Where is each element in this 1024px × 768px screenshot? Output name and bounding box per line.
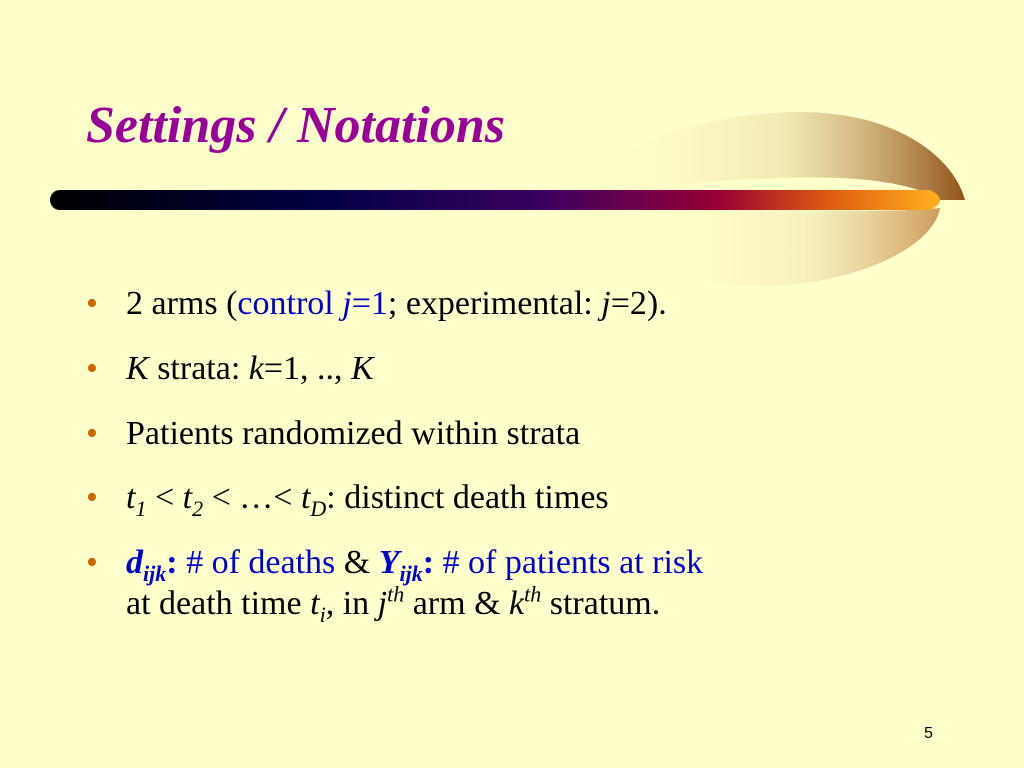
text: # of patients at risk: [434, 544, 704, 582]
var-j: j: [342, 285, 352, 322]
var-t: t: [300, 479, 311, 517]
text: : distinct death times: [326, 479, 609, 517]
bullet-item-death-times: [86, 478, 946, 522]
text: < …<: [203, 479, 301, 517]
text: =1: [351, 285, 388, 322]
bullet-item-deaths-at-risk: [86, 543, 946, 625]
bullet-dot-icon: •: [86, 479, 98, 517]
superscript: th: [524, 581, 542, 607]
bullet-dot-icon: •: [86, 544, 98, 582]
text: &: [343, 544, 379, 582]
var-K: K: [351, 349, 374, 387]
var-j: j: [601, 285, 611, 322]
slide-title: Settings / Notations: [86, 97, 505, 154]
subscript: 1: [135, 496, 147, 522]
var-k: k: [248, 349, 264, 387]
text: arm &: [404, 584, 510, 622]
var-Y: Y: [378, 544, 400, 582]
subscript: ijk: [399, 560, 423, 586]
text: 2 arms (: [126, 285, 238, 322]
text: <: [146, 479, 183, 517]
text: :: [166, 544, 178, 582]
var-k: k: [509, 584, 525, 622]
superscript: th: [387, 581, 405, 607]
bullet-item-strata: [86, 349, 946, 390]
var-t: t: [310, 584, 320, 622]
bullet-item-randomized: [86, 414, 946, 455]
subscript: ijk: [143, 560, 167, 586]
var-t: t: [182, 479, 193, 517]
bullet-dot-icon: •: [86, 349, 98, 387]
text: strata:: [148, 349, 249, 387]
var-K: K: [126, 349, 149, 387]
var-t: t: [126, 479, 136, 517]
text-control: control: [237, 285, 343, 322]
subscript: D: [310, 496, 327, 522]
bullet-list: [86, 284, 946, 625]
subscript: i: [319, 601, 326, 627]
page-number: 5: [924, 725, 933, 742]
text: :: [422, 544, 435, 582]
bullet-dot-icon: •: [86, 414, 98, 452]
text: Patients randomized within strata: [126, 414, 581, 452]
text: at death time: [126, 584, 311, 622]
text: , in: [325, 584, 378, 622]
text: ; experimental:: [387, 285, 602, 322]
text: # of deaths: [177, 544, 344, 582]
var-d: d: [126, 544, 143, 582]
text: stratum.: [541, 584, 661, 622]
bullet-dot-icon: •: [86, 285, 98, 322]
bullet-item-arms: [86, 284, 946, 325]
text: =1, ..,: [263, 349, 352, 387]
text: =2).: [610, 285, 667, 322]
var-j: j: [377, 584, 388, 622]
subscript: 2: [192, 496, 204, 522]
